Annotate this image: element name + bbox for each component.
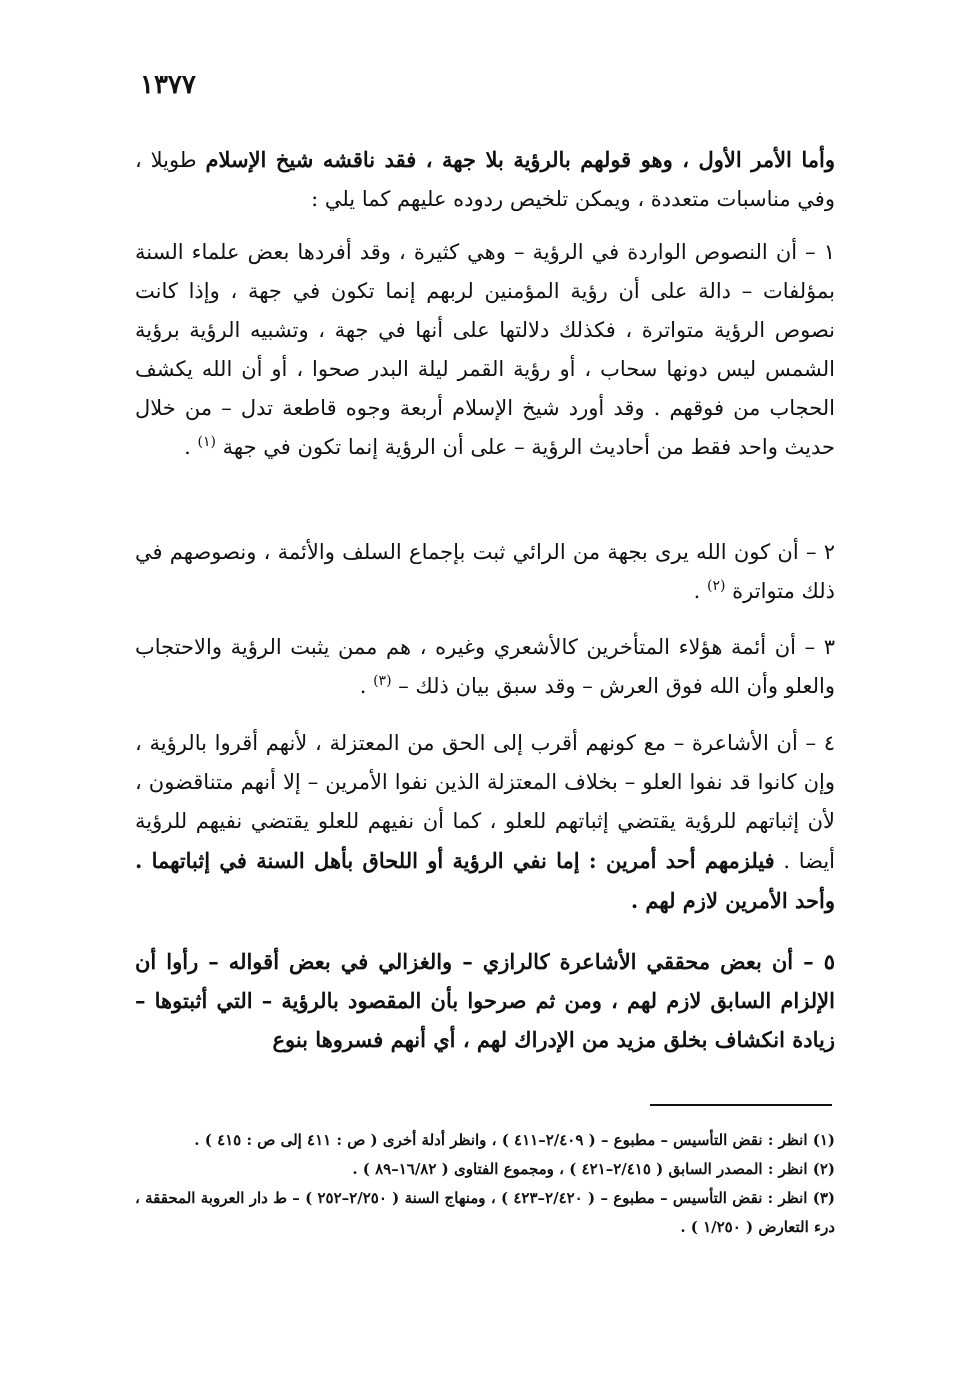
point-3-text: ٣ – أن أئمة هؤلاء المتأخرين كالأشعري وغيره ، هم ممن يثبت الرؤية والاحتجاب والعلو وأن الله فوق العرش – وقد سبق بيان ذلك – [135,635,836,698]
point-2 [135,533,835,611]
point-2-text: ٢ – أن كون الله يرى بجهة من الرائي ثبت بإجماع السلف والأئمة ، ونصوصهم في ذلك متواترة [135,540,835,603]
footnote-1: (١) انظر : نقض التأسيس – مطبوع – ( ٢/٤٠٩–٤١١ ) ، وانظر أدلة أخرى ( ص : ٤١١ إلى ص : ٤١٥ ) . [194,1131,835,1149]
point-1-end: . [184,435,198,459]
point-3-end: . [359,674,374,698]
page-number: ١٣٧٧ [140,70,196,100]
point-1-text: ١ – أن النصوص الواردة في الرؤية – وهي كثيرة ، وقد أفردها بعض علماء السنة بمؤلفات – دالة على أن رؤية المؤمنين لربهم إنما تكون في جهة ، وإذا كانت نصوص الرؤية متواترة ، فكذلك دلالتها على أنها في جهة ، وتشبيه الرؤية برؤية الشمس ليس دونها سحاب ، أو رؤية القمر ليلة البدر صحوا ، أو أن الله يكشف الحجاب من فوقهم . وقد أورد شيخ الإسلام أربعة وجوه قاطعة تدل – من خلال حديث واحد فقط من أحاديث الرؤية – على أن الرؤية إنما تكون في جهة [135,240,835,459]
point-4-text: ٤ – أن الأشاعرة – مع كونهم أقرب إلى الحق من المعتزلة ، لأنهم أقروا بالرؤية ، وإن كانوا قد نفوا العلو – بخلاف المعتزلة الذين نفوا الأمرين – إلا أنهم متناقضون ، لأن إثباتهم للرؤية يقتضي إثباتهم للعلو ، كما أن نفيهم للعلو يقتضي نفيهم للرؤية أيضا . [135,731,835,873]
point-5 [135,942,835,1059]
footnotes [135,1126,835,1242]
footnote-ref-3[interactable]: (٣) [373,673,392,689]
intro-paragraph [135,140,835,219]
footnote-3: (٣) انظر : نقض التأسيس – مطبوع – ( ٢/٤٢٠–٤٢٣ ) ، ومنهاج السنة ( ٢/٢٥٠–٢٥٢ ) – ط دار العروبة المحققة ، درء التعارض ( ١/٢٥٠ ) . [135,1189,835,1236]
footnote-2: (٢) انظر : المصدر السابق ( ٢/٤١٥–٤٢١ ) ، ومجموع الفتاوى ( ١٦/٨٢–٨٩ ) . [352,1160,835,1178]
footnote-divider [650,1104,832,1106]
intro-lead: وأما الأمر الأول ، وهو قولهم بالرؤية بلا جهة ، فقد ناقشه شيخ الإسلام [205,147,835,172]
point-1 [135,233,835,467]
footnote-ref-2[interactable]: (٢) [707,578,726,594]
point-2-end: . [693,579,708,603]
footnote-ref-1[interactable]: (١) [197,434,216,450]
point-4 [135,724,835,921]
point-3 [135,628,835,706]
point-4-conclusion: فيلزمهم أحد أمرين : إما نفي الرؤية أو اللحاق بأهل السنة في إثباتهما . وأحد الأمرين لازم لهم . [135,848,835,913]
point-5-text: ٥ – أن بعض محققي الأشاعرة كالرازي – والغزالي في بعض أقواله – رأوا أن الإلزام السابق لازم لهم ، ومن ثم صرحوا بأن المقصود بالرؤية – التي أثبتوها – زيادة انكشاف بخلق مزيد من الإدراك لهم ، أي أنهم فسروها بنوع [135,949,835,1052]
intro-text: طويلا ، وفي مناسبات متعددة ، ويمكن تلخيص ردوده عليهم كما يلي : [135,148,835,211]
